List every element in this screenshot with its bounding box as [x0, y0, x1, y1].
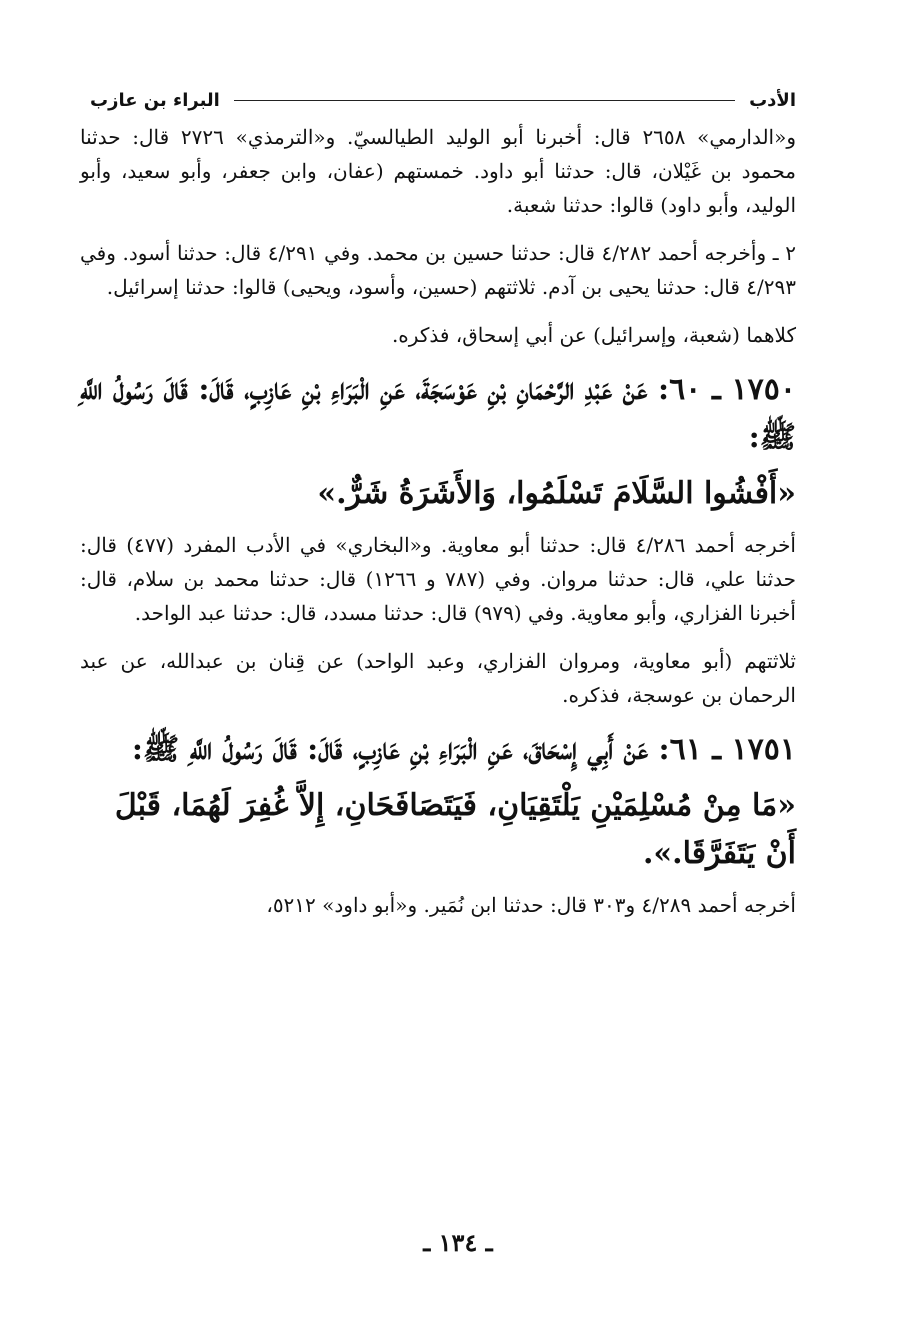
paragraph-summary-2: ثلاثتهم (أبو معاوية، ومروان الفزاري، وعبد الواحد) عن قِنان بن عبدالله، عن عبد الرحمان بن عوسجة، فذكره.	[80, 649, 796, 707]
hadith-1751-text: «مَا مِنْ مُسْلِمَيْنِ يَلْتَقِيَانِ، فَيَتَصَافَحَانِ، إِلاَّ غُفِرَ لَهُمَا، قَبْلَ أَنْ يَتَفَرَّقَا.».	[114, 788, 796, 871]
paragraph-citation-4: أخرجه أحمد ٤/٢٨٩ و٣٠٣ قال: حدثنا ابن نُمَير. و«أبو داود» ٥٢١٢،	[266, 893, 796, 917]
page-body	[80, 120, 796, 936]
header-section-title: الأدب	[749, 89, 796, 111]
hadith-1750-heading: ١٧٥٠ ـ ٦٠: عَنْ عَبْدِ الرَّحْمَانِ بْنِ عَوْسَجَةَ، عَنِ الْبَرَاءِ بْنِ عَازِبٍ، قَالَ: قَالَ رَسُولُ اللَّهِ ﷺ:	[80, 372, 796, 455]
header-chapter-title: البراء بن عازب	[90, 89, 220, 111]
hadith-1751-heading: ١٧٥١ ـ ٦١: عَنْ أَبِي إِسْحَاقَ، عَنِ الْبَرَاءِ بْنِ عَازِبٍ، قَالَ: قَالَ رَسُولُ اللَّهِ ﷺ:	[131, 732, 796, 767]
paragraph-citation-1: و«الدارمي» ٢٦٥٨ قال: أخبرنا أبو الوليد الطيالسيّ. و«الترمذي» ٢٧٢٦ قال: حدثنا محمود بن غَيْلان، قال: حدثنا أبو داود. خمستهم (عفان، وابن جعفر، وأبو سعيد، وأبو الوليد، وأبو داود) قالوا: حدثنا شعبة.	[80, 125, 797, 217]
hadith-1750-text: «أَفْشُوا السَّلَامَ تَسْلَمُوا، وَالأَشَرَةُ شَرٌّ.»	[317, 476, 796, 511]
paragraph-citation-3: أخرجه أحمد ٤/٢٨٦ قال: حدثنا أبو معاوية. و«البخاري» في الأدب المفرد (٤٧٧) قال: حدثنا علي، قال: حدثنا مروان. وفي (٧٨٧ و ١٢٦٦) قال: حدثنا محمد بن سلام، قال: أخبرنا الفزاري، وأبو معاوية. وفي (٩٧٩) قال: حدثنا مسدد، قال: حدثنا عبد الواحد.	[80, 533, 797, 625]
page-number: ـ ١٣٤ ـ	[423, 1228, 493, 1257]
running-header	[90, 85, 796, 115]
header-rule	[234, 100, 735, 101]
paragraph-citation-2: ٢ ـ وأخرجه أحمد ٤/٢٨٢ قال: حدثنا حسين بن محمد. وفي ٤/٢٩١ قال: حدثنا أسود. وفي ٤/٢٩٣ قال: حدثنا يحيى بن آدم. ثلاثتهم (حسين، وأسود، ويحيى) قالوا: حدثنا إسرائيل.	[80, 241, 796, 299]
paragraph-summary-1: كلاهما (شعبة، وإسرائيل) عن أبي إسحاق، فذكره.	[391, 323, 796, 347]
